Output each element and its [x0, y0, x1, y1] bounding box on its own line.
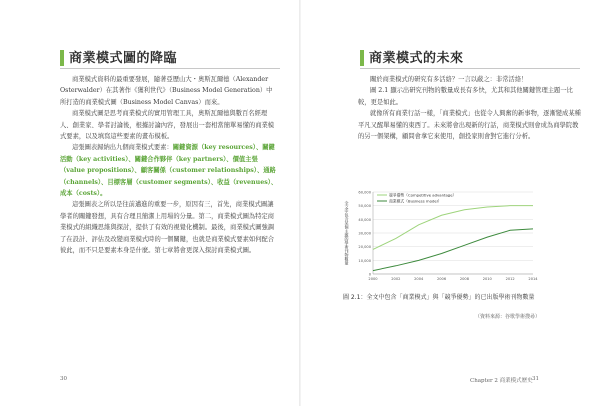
x-tick-label: 2000	[368, 277, 378, 281]
figure-source: （資料來源：谷歌學術搜尋）	[474, 314, 540, 320]
y-tick-label: 50,000	[358, 204, 371, 209]
legend-label-2: 商業模式（Business model）	[389, 198, 442, 204]
paragraph: 商業模式圖是思考商業模式的實用管理工具，奧斯瓦爾德與數百名經理人、創業家、學者討論後，根據討論內容，發展出一套相當簡單易懂的商業模式要素，以及填寫這些要素的畫布模板。	[60, 110, 275, 141]
y-tick-label: 20,000	[358, 245, 371, 250]
left-section-heading	[60, 44, 177, 66]
right-footer-chapter: Chapter 2 商業模式歷史	[470, 378, 533, 384]
series-line-2	[373, 229, 533, 271]
right-section-heading	[360, 44, 464, 66]
left-heading-title: 商業模式圖的降臨	[69, 51, 178, 66]
paragraph: 圖 2.1 顯示出研究刊物的數量成長有多快，尤其和其他關鍵管理主題一比較，更是如此。	[358, 87, 573, 106]
paragraph: 就像所有商業行話一樣，「商業模式」也從令人興奮的新事物，逐漸變成某種平凡又醒單易懂的東西了。未來將會出現新的行話，商業模式則會成為商學院教的另一個架構，顧問會拿它來使用，創投家則會對它進行分析。	[358, 110, 581, 141]
x-tick-label: 2008	[459, 277, 470, 281]
y-tick-label: 40,000	[358, 217, 371, 222]
publication-line-chart	[343, 186, 539, 286]
legend-label-1: 競爭優勢（Competitive advantage）	[389, 192, 457, 198]
heading-rule	[60, 68, 280, 69]
x-tick-label: 2002	[391, 277, 401, 281]
left-body-text	[60, 74, 278, 257]
paragraph: 商業模式資料的最重要發展，隨著亞歷山大・奧斯瓦爾德（Alexander Osterwalder）在其著作《獲利世代》（Business Model Generation）中所打造的商業模式圖（Business Model Canvas）而來。	[60, 76, 273, 106]
right-body-text	[358, 74, 582, 142]
paragraph	[60, 142, 278, 199]
x-tick-label: 2012	[505, 277, 515, 281]
y-tick-label: 60,000	[358, 190, 371, 195]
y-tick-label: 10,000	[358, 258, 371, 263]
paragraph-lead: 這張圖表歸納出九個商業模式要素：	[72, 144, 173, 152]
heading-accent-bar	[360, 50, 364, 66]
x-tick-label: 2006	[436, 277, 447, 281]
y-tick-label: 30,000	[358, 231, 371, 236]
figure-caption: 圖 2.1：全文中包含「商業模式」與「競爭優勢」的已出版學術刊物數量	[343, 294, 535, 301]
x-tick-label: 2004	[414, 277, 424, 281]
paragraph: 關於商業模式的研究有多活絡？一言以蔽之：非常活絡！	[370, 76, 528, 83]
model-elements-highlight: 關鍵資源（key resources）、關鍵活動（key activities）、關鍵合作夥伴（key partners）、價值主張（value propositions）、顧客關係（customer relationships）、通路（channels）、目標客層（customer segments）、收益（revenues）、成本（costs）。	[60, 144, 278, 198]
heading-rule	[360, 68, 580, 69]
left-page-number: 30	[60, 376, 67, 382]
y-axis-label: 全文中包含某個主題的學術刊物數量	[344, 201, 350, 265]
right-page-number: 31	[532, 376, 539, 382]
heading-accent-bar	[60, 50, 64, 66]
series-line-1	[373, 206, 533, 250]
x-tick-label: 2010	[482, 277, 492, 281]
paragraph: 這張圖表之所以是往前邁進的重要一步，原因有三，首先，商業模式圖讓學者的關鍵發想，具有合理且簡潔上用場的分量。第二，商業模式圖為特定商業模式的組織思維與探討，提供了有效的視覺化機制。最後，商業模式圖強調了在設計、評估及改變商業模式時的一個關鍵，也就是商業模式要素如何配合彼此，而不只是要素本身是什麼。第七章將會更深入探討商業模式圖。	[60, 201, 275, 255]
y-tick-label: 0	[368, 272, 371, 277]
right-heading-title: 商業模式的未來	[369, 51, 464, 66]
x-tick-label: 2014	[528, 277, 538, 281]
